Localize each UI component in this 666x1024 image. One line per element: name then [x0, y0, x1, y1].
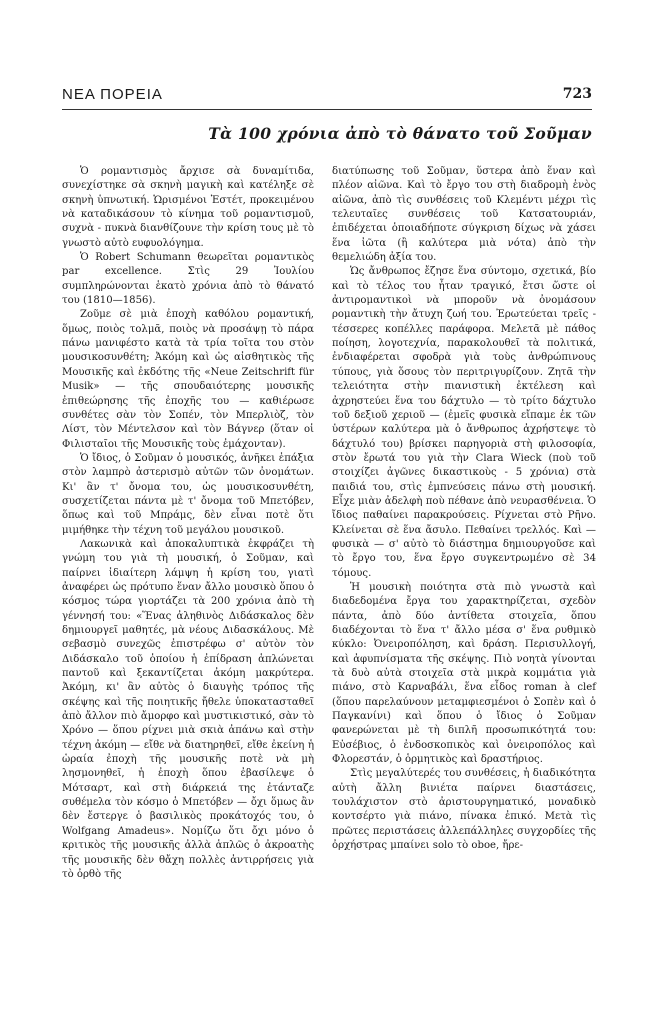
paragraph: Ὁ Robert Schumann θεωρεῖται ρομαντικὸς par excellence. Στὶς 29 Ἰουλίου συμπληρώνονται ἑκατὸ χρόνια ἀπὸ τὸ θάνατό του (1810—1856). — [62, 252, 314, 307]
paragraph: Ἡ μουσικὴ ποιότητα στὰ πιὸ γνωστὰ καὶ διαδεδομένα ἔργα του χαρακτηρίζεται, σχεδὸν πάντα, ἀπὸ δύο ἀντίθετα στοιχεῖα, ὅπου διαδέχονται τὸ ἕνα τ' ἄλλο μέσα σ' ἕνα ρυθμικὸ κύκλο: Ὀνειροπόληση, καὶ δράση. Περισυλλογή, καὶ ἀφυπνίσματα τῆς σκέψης. Πιὸ νοητὰ γίνονται τὰ δυὸ αὐτὰ στοιχεῖα στὰ μικρὰ κομμάτια γιὰ πιάνο, στὸ Καρναβάλι, ἕνα εἶδος roman à clef (ὅπου παρελαύνουν μεταμφιεσμένοι ὁ Σοπὲν καὶ ὁ Παγκανίνι) καὶ ὅπου ὁ ἴδιος ὁ Σοῦμαν φανερώνεται μὲ τὴ διπλῆ προσωπικότητά του: Εὐσέβιος, ὁ ἐνδοσκοπικὸς καὶ ὀνειροπόλος καὶ Φλορεστάν, ὁ ὁρμητικὸς καὶ δραστήριος. — [332, 581, 596, 766]
paragraph: Ὁ ἴδιος, ὁ Σοῦμαν ὁ μουσικός, ἀνῆκει ἐπάξια στὸν λαμπρὸ ἀστερισμὸ αὐτῶν τῶν ὀνομάτων. Κι' ἂν τ' ὄνομα του, ὡς μουσικοσυνθέτη, συσχετίζεται πάντα μὲ τ' ὄνομα τοῦ Μπετόβεν, ὅπως καὶ τοῦ Μπράμς, δὲν εἶναι ποτὲ ὅτι μιμήθηκε τὴν τέχνη τοῦ μεγάλου μουσικοῦ. — [62, 452, 314, 536]
paragraph: Ὁ ρομαντισμὸς ἄρχισε σὰ δυναμίτιδα, συνεχίστηκε σὰ σκηνὴ μαγικὴ καὶ κατέληξε σὲ σκηνὴ ὑπνωτική. Ὡρισμένοι Ἐστέτ, προκειμένου νὰ καταδικάσουν τὸ κίνημα τοῦ ρομαντισμοῦ, συχνὰ - πυκνὰ διανθίζουνε τὴν κρίση τους μὲ τὸ γνωστὸ αὐτὸ ευφυολόγημα. — [62, 166, 314, 249]
page-header — [62, 86, 592, 108]
paragraph: Ὡς ἄνθρωπος ἔζησε ἕνα σύντομο, σχετικά, βίο καὶ τὸ τέλος του ἦταν τραγικό, ἔτσι ὥστε οἱ ἀντιρομαντικοὶ νὰ μποροῦν νὰ ὀνομάσουν ρομαντικὴ τὴν ἄτυχη ζωή του. Ἐρωτεύεται τρεῖς - τέσσερες κοπέλλες παράφορα. Μελετᾶ μὲ πάθος ποίηση, λογοτεχνία, παρακολουθεῖ τὰ πολιτικά, ἐνδιαφέρεται σφοδρὰ γιὰ τοὺς ἀνθρώπινους τύπους, γιὰ ὅσους τὸν περιτριγυρίζουν. Ζητᾶ τὴν τελειότητα στὴν πιανιστικὴ ἐκτέλεση καὶ ἀχρηστεύει ἕνα του δάχτυλο — τὸ τρίτο δάχτυλο τοῦ δεξιοῦ χεριοῦ — (ἐμεῖς φυσικὰ εἴπαμε ἐκ τῶν ὑστέρων καλύτερα μὰ ὁ ἄνθρωπος ἀχρήστεψε τὸ δάχτυλό του) βρίσκει παρηγοριὰ στὴ φιλοσοφία, στὸν ἔρωτά του γιὰ τὴν Clara Wieck (ποὺ τοῦ στοιχίζει ἀγῶνες δικαστικοὺς - 5 χρόνια) στὰ παιδιά του, στὶς ἐμπνεύσεις πάνω στὴ μουσική. Εἶχε μιὰν ἀδελφὴ ποὺ πέθανε ἀπὸ νευρασθένεια. Ὁ ἴδιος παθαίνει παρακρούσεις. Ρίχνεται στὸ Ρῆνο. Κλείνεται σὲ ἕνα ἄσυλο. Πεθαίνει τρελλός. Καὶ — φυσικὰ — σ' αὐτὸ τὸ διάστημα δημιουργοῦσε καὶ τὸ ἔργο του, ἕνα ἔργο συγκεντρωμένο σὲ 34 τόμους. — [332, 266, 596, 579]
page-number: 723 — [562, 86, 592, 102]
right-column — [332, 165, 596, 854]
paragraph: Ζοῦμε σὲ μιὰ ἐποχὴ καθόλου ρομαντική, ὅμως, ποιὸς τολμᾶ, ποιὸς νὰ προσάψῃ τὸ πάρα πάνω μανιφέστο κατὰ τὰ τρία τοῖτα του στὸν μουσικοσυνθέτη; Ἀκόμη καὶ ὡς αἰσθητικὸς τῆς Μουσικῆς καὶ ἐκδότης τῆς «Neue Zeitschrift für Musik» — τῆς σπουδαιότερης μουσικῆς ἐπιθεώρησης τῆς ἐποχῆς του — καθιέρωσε συνθέτες σὰν τὸν Σοπέν, τὸν Μπερλιὸζ, τὸν Λίστ, τὸν Μέντελσον καὶ τὸν Βάγνερ (ὅταν οἱ Φιλισταῖοι τῆς Μουσικῆς τοὺς ἐμάχονταν). — [62, 309, 314, 450]
header-rule — [62, 109, 592, 110]
paragraph: διατύπωσης τοῦ Σοῦμαν, ὕστερα ἀπὸ ἕναν καὶ πλέον αἰῶνα. Καὶ τὸ ἔργο του στὴ διαδρομὴ ἑνὸς αἰῶνα, ἀπὸ τὶς συνθέσεις τοῦ Κλεμέντι μέχρι τὶς τελευταῖες συνθέσεις τοῦ Κατσατουριάν, ἐπιδέχεται ὁποιαδήποτε σύγκριση δίχως νὰ χάσει ἕνα ἰῶτα (ἢ καλύτερα μιὰ νότα) ἀπὸ τὴν θεμελιώδη ἀξία του. — [332, 166, 596, 264]
left-column — [62, 165, 314, 882]
article-title: Τὰ 100 χρόνια ἀπὸ τὸ θάνατο τοῦ Σοῦμαν — [208, 124, 592, 143]
journal-name: ΝΕΑ ΠΟΡΕΙΑ — [62, 86, 163, 103]
paragraph: Λακωνικὰ καὶ ἀποκαλυπτικὰ ἐκφράζει τὴ γνώμη του γιὰ τὴ μουσική, ὁ Σοῦμαν, καὶ παίρνει ἰδιαίτερη λάμψη ἡ κρίση του, γιατὶ ἀναφέρει ὡς πρότυπο ἕναν ἄλλο μουσικὸ ὅπου ὁ κόσμος τώρα γιορτάζει τὰ 200 χρόνια ἀπὸ τὴ γέννησή του: «Ἕνας ἀληθινὸς Διδάσκαλος δὲν δημιουργεῖ μαθητές, μὰ νέους Διδασκάλους. Μὲ σεβασμὸ συνεχῶς ἐπιστρέφω σ' αὐτὸν τὸν Διδάσκαλο τοῦ ὁποίου ἡ ἐπίδραση ἁπλώνεται παντοῦ καὶ ξεκαντίζεται ἀκόμη μακρύτερα. Ἀκόμη, κι' ἂν αὐτὸς ὁ διαυγὴς τρόπος τῆς σκέψης καὶ τῆς ποιητικῆς ἤθελε ὑποκατασταθεῖ ἀπὸ ἄλλον πιὸ ἄμορφο καὶ μυστικιστικό, σὰν τὸ Χρόνο — ὅπου ρίχνει μιὰ σκιὰ ἀπάνω καὶ στὴν τέχνη ἀκόμη — εἴθε νὰ διατηρηθεῖ, εἴθε ἐκείνη ἡ ὡραία ἐποχὴ τῆς μουσικῆς ποτὲ νὰ μὴ λησμονηθεῖ, ἡ ἐποχὴ ὅπου ἐβασίλεψε ὁ Μότσαρτ, καὶ στὴ διάρκειά της ἐτάνταζε συθέμελα τὸν κόσμο ὁ Μπετόβεν — ὄχι ὅμως ἂν δὲν ἔστεργε ὁ βασιλικὸς προκάτοχός του, ὁ Wolfgang Amadeus». Νομίζω ὅτι ὄχι μόνο ὁ κριτικὸς τῆς μουσικῆς ἀλλὰ ἁπλῶς ὁ ἀκροατὴς τῆς μουσικῆς δὲν θἄχη πολλὲς ἀντιρρήσεις γιὰ τὸ ὀρθὸ τῆς — [62, 538, 314, 880]
paragraph: Στὶς μεγαλύτερές του συνθέσεις, ἡ διαδικότητα αὐτὴ ἄλλη βινιέτα παίρνει διαστάσεις, τουλάχιστον στὸ ἀριστουργηματικό, μοναδικὸ κοντσέρτο γιὰ πιάνο, πίνακα ἐπικό. Μετὰ τὶς πρῶτες περιστάσεις ἀλλεπάλληλες συγχορδίες τῆς ὀρχήστρας μπαίνει solo τὸ oboe, ἤρε- — [332, 768, 596, 852]
